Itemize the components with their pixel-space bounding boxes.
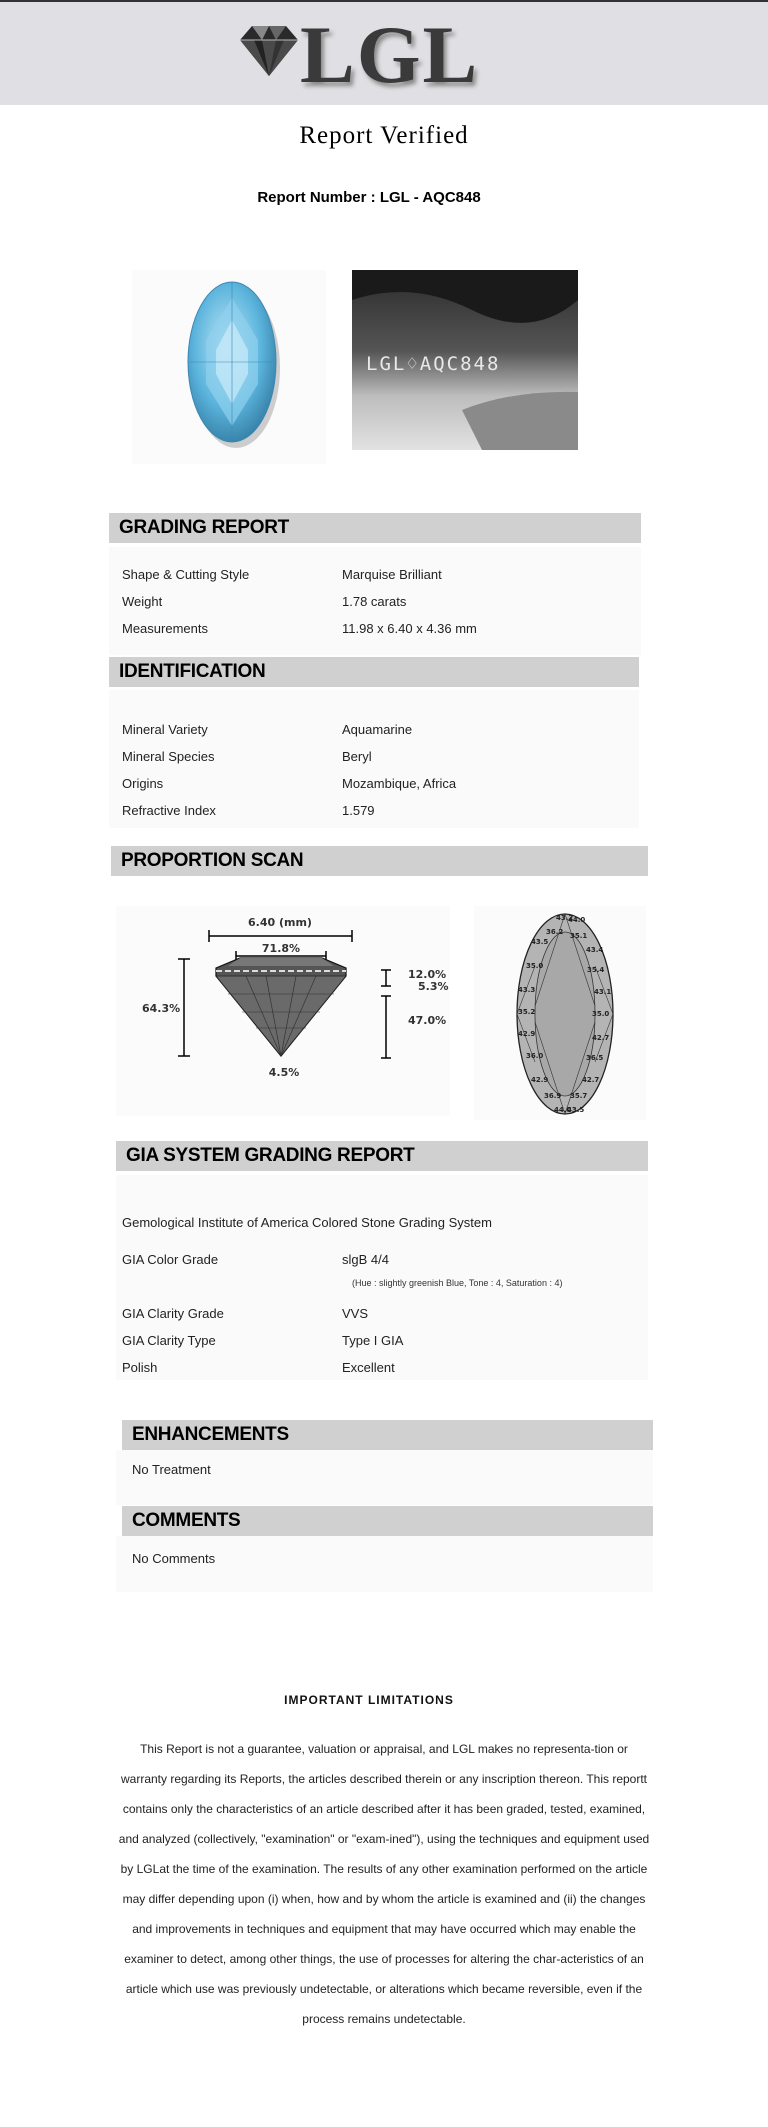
facet-label: 35.0	[592, 1010, 610, 1018]
gem-photo	[132, 270, 326, 464]
identification-heading: IDENTIFICATION	[109, 657, 639, 687]
header	[0, 0, 768, 105]
facet-label: 43.5	[531, 938, 549, 946]
facet-label: 43.3	[518, 986, 536, 994]
facet-label: 42.9	[518, 1030, 536, 1038]
girdle-label: 5.3%	[418, 980, 449, 993]
facet-label: 35.2	[518, 1008, 536, 1016]
report-number: Report Number : LGL - AQC848	[257, 189, 481, 206]
gia-system-name: Gemological Institute of America Colored Stone Grading System	[122, 1215, 492, 1230]
diamond-logo-icon	[234, 20, 304, 80]
gia-heading: GIA SYSTEM GRADING REPORT	[116, 1141, 648, 1171]
inscription-text: LGL♢AQC848	[366, 353, 501, 375]
depth-label: 64.3%	[142, 1002, 181, 1015]
comments-heading: COMMENTS	[122, 1506, 653, 1536]
width-label: 6.40 (mm)	[248, 916, 312, 929]
crown-label: 12.0%	[408, 968, 447, 981]
proportion-scan-heading: PROPORTION SCAN	[111, 846, 648, 876]
logo-text: LGL	[300, 9, 480, 100]
enhancements-panel	[116, 1450, 653, 1505]
comments-text: No Comments	[132, 1551, 216, 1566]
grading-report-heading: GRADING REPORT	[109, 513, 641, 543]
facet-label: 44.0	[568, 916, 586, 924]
enhancements-heading: ENHANCEMENTS	[122, 1420, 653, 1450]
facet-label: 43.5	[567, 1106, 585, 1114]
facet-label: 36.0	[526, 1052, 544, 1060]
enhancements-text: No Treatment	[132, 1462, 211, 1477]
facet-label: 35.1	[570, 932, 588, 940]
limitations-text: This Report is not a guarantee, valuation or appraisal, and LGL makes no representa-tion or warranty regarding its Reports, the articles described therein or any inscription thereon. This reportt contains only the characteristics of an article described after it has been graded, tested, examined, and analyzed (collectively, "examination" or "exam-ined"), using the techniques and equipment used by LGLat the time of the examination. The results of any other examination performed on the article may differ depending upon (i) when, how and by whom the article is examined and (ii) the changes and improvements in techniques and equipment that may have occurred which may enable the examiner to detect, among other things, the use of processes for altering the char-acteristics of an article which use was previously undetectable, or alterations which became reversible, even if the process remains undetectable.	[118, 1742, 650, 2026]
facet-label: 43.1	[594, 988, 612, 996]
culet-label: 4.5%	[268, 1066, 300, 1079]
side-profile-diagram	[116, 906, 450, 1116]
facet-label: 36.9	[544, 1092, 562, 1100]
facet-label: 42.9	[531, 1076, 549, 1084]
facet-label: 44.0	[554, 1106, 572, 1114]
facet-label: 35.4	[587, 966, 605, 974]
page-title: Report Verified	[299, 122, 469, 149]
facet-label: 35.7	[570, 1092, 588, 1100]
gia-color-note: (Hue : slightly greenish Blue, Tone : 4, Saturation : 4)	[352, 1278, 563, 1288]
facet-label: 42.7	[592, 1034, 610, 1042]
top-view-diagram	[474, 906, 646, 1120]
facet-label: 36.5	[586, 1054, 604, 1062]
limitations-heading: IMPORTANT LIMITATIONS	[284, 1693, 454, 1707]
table-label: 71.8%	[261, 942, 301, 955]
facet-label: 36.2	[546, 928, 564, 936]
facet-label: 42.7	[582, 1076, 600, 1084]
facet-label: 35.0	[526, 962, 544, 970]
inscription-photo	[352, 270, 578, 450]
facet-label: 43.4	[586, 946, 604, 954]
facet-label: 43.2	[556, 914, 574, 922]
pavilion-label: 47.0%	[408, 1014, 447, 1027]
